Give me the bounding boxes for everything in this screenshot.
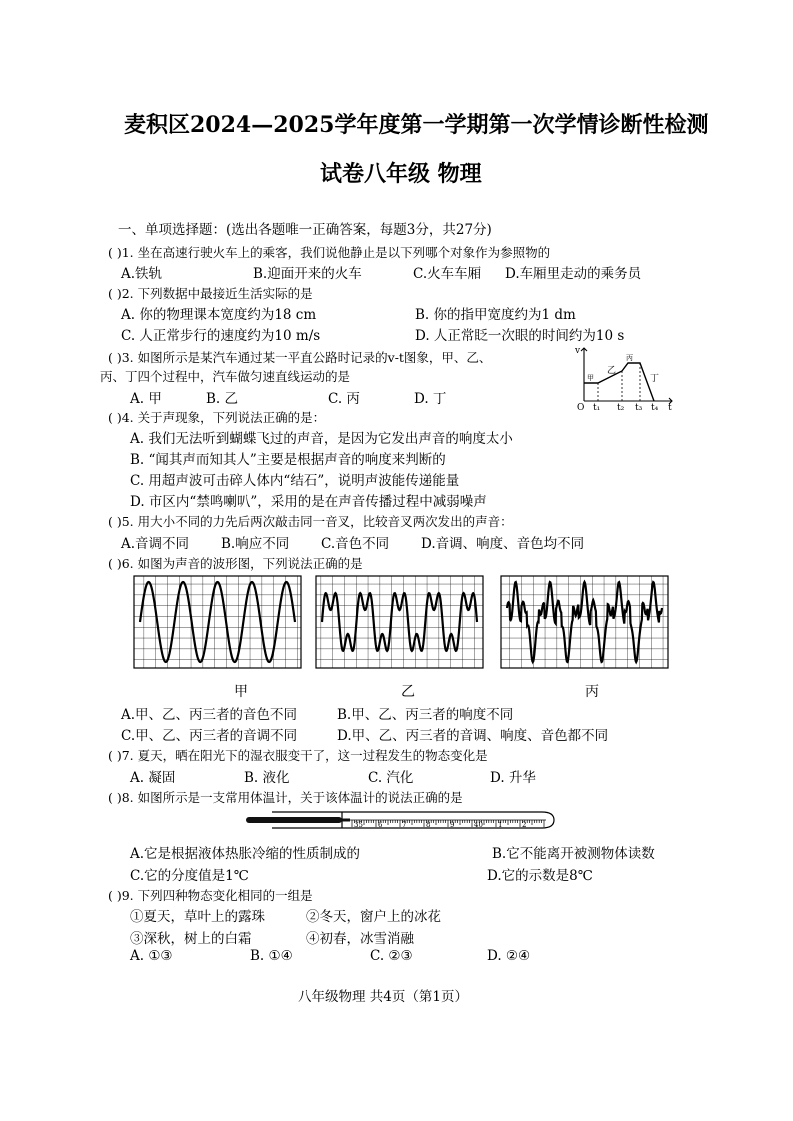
segment-ding: 丁 xyxy=(650,374,660,384)
question-1-option-d: D.车厢里走动的乘务员 xyxy=(505,266,642,282)
question-4-option-c: C. 用超声波可击碎人体内“结石”，说明声波能传递能量 xyxy=(130,473,460,489)
question-9-option-c: C. ②③ xyxy=(370,948,413,964)
question-3-option-d: D. 丁 xyxy=(414,391,447,407)
question-2-stem: ( )2. 下列数据中最接近生活实际的是 xyxy=(108,286,313,301)
question-8-option-d: D.它的示数是8℃ xyxy=(487,868,593,884)
question-9-item-1: ①夏天，草叶上的露珠 xyxy=(130,909,265,925)
question-6-option-d: D.甲、乙、丙三者的音调、响度、音色都不同 xyxy=(337,728,609,744)
question-3-stem: ( )3. 如图所示是某汽车通过某一平直公路时记录的v-t图象，甲、乙、 xyxy=(108,350,492,365)
question-6-option-a: A.甲、乙、丙三者的音色不同 xyxy=(121,707,298,723)
waveform-panel-jia xyxy=(134,576,301,668)
question-9-item-4: ④初春，冰雪消融 xyxy=(306,931,414,947)
segment-yi: 乙 xyxy=(607,366,617,376)
question-7-option-a: A. 凝固 xyxy=(130,770,176,786)
question-9-option-b: B. ①④ xyxy=(250,948,293,964)
question-2-option-d: D. 人正常眨一次眼的时间约为10 s xyxy=(415,328,625,344)
question-8-option-c: C.它的分度值是1℃ xyxy=(130,868,249,884)
question-9-item-3: ③深秋，树上的白霜 xyxy=(130,931,252,947)
vt-curve xyxy=(584,363,654,401)
page-footer: 八年级物理 共4页（第1页） xyxy=(298,989,468,1005)
scale-label: 9 xyxy=(450,821,455,829)
question-9-item-2: ②冬天，窗户上的冰花 xyxy=(306,909,441,925)
question-2-option-a: A. 你的物理课本宽度约为18 cm xyxy=(121,307,317,323)
scale-label: 8 xyxy=(426,821,431,829)
question-2-option-c: C. 人正常步行的速度约为10 m/s xyxy=(121,328,321,344)
question-8-option-a: A.它是根据液体热胀冷缩的性质制成的 xyxy=(130,846,361,862)
question-1-option-a: A.铁轨 xyxy=(121,266,163,282)
t1-label: t₁ xyxy=(593,403,601,413)
question-7-option-b: B. 液化 xyxy=(244,770,290,786)
waveform-caption-yi: 乙 xyxy=(401,684,415,700)
question-3-option-a: A. 甲 xyxy=(130,391,162,407)
scale-label: 35 xyxy=(354,821,363,829)
waveform-figure xyxy=(120,573,690,673)
question-6-option-b: B.甲、乙、丙三者的响度不同 xyxy=(337,707,514,723)
page-subtitle: 试卷八年级 物理 xyxy=(320,161,482,187)
waveform-panel-bing xyxy=(501,576,668,668)
waveform-caption-jia: 甲 xyxy=(234,684,248,700)
section-heading: 一、单项选择题：(选出各题唯一正确答案，每题3分，共27分) xyxy=(118,222,492,238)
question-8-stem: ( )8. 如图所示是一支常用体温计，关于该体温计的说法正确的是 xyxy=(108,790,463,805)
scale-label: 1 xyxy=(498,821,503,829)
question-4-option-a: A. 我们无法听到蝴蝶飞过的声音，是因为它发出声音的响度太小 xyxy=(130,431,513,447)
waveform-panel-yi xyxy=(316,576,483,668)
question-1-option-b: B.迎面开来的火车 xyxy=(253,266,362,282)
question-1-stem: ( )1. 坐在高速行驶火车上的乘客，我们说他静止是以下列哪个对象作为参照物的 xyxy=(108,245,551,260)
segment-bing: 丙 xyxy=(626,354,633,362)
thermometer-bulb xyxy=(246,817,342,823)
question-3-option-c: C. 丙 xyxy=(328,391,360,407)
question-5-option-d: D.音调、响度、音色均不同 xyxy=(421,536,585,552)
question-5-option-b: B.响应不同 xyxy=(221,536,290,552)
question-9-stem: ( )9. 下列四种物态变化相同的一组是 xyxy=(108,888,313,903)
question-7-option-d: D. 升华 xyxy=(490,770,536,786)
origin-label: O xyxy=(577,403,585,413)
t2-label: t₂ xyxy=(617,403,625,413)
question-7-option-c: C. 汽化 xyxy=(368,770,414,786)
t3-label: t₃ xyxy=(635,403,643,413)
thermometer-figure xyxy=(242,806,558,834)
t4-label: t₄ xyxy=(651,403,659,413)
waveform-caption-bing: 丙 xyxy=(585,684,599,700)
question-5-stem: ( )5. 用大小不同的力先后两次敲击同一音叉，比较音叉两次发出的声音： xyxy=(108,514,513,529)
question-1-option-c: C.火车车厢 xyxy=(413,266,482,282)
page-title: 麦积区2024—2025学年度第一学期第一次学情诊断性检测 xyxy=(124,112,709,138)
question-6-option-c: C.甲、乙、丙三者的音调不同 xyxy=(121,728,298,744)
question-4-option-d: D. 市区内“禁鸣喇叭”，采用的是在声音传播过程中减弱噪声 xyxy=(130,494,487,510)
question-4-option-b: B. “闻其声而知其人”主要是根据声音的响度来判断的 xyxy=(130,452,446,468)
v-label: v xyxy=(575,346,581,356)
segment-jia: 甲 xyxy=(587,374,594,382)
t-label: t xyxy=(668,403,672,413)
question-9-option-a: A. ①③ xyxy=(130,948,173,964)
question-4-stem: ( )4. 关于声现象，下列说法正确的是： xyxy=(108,410,326,425)
liquid-column xyxy=(342,819,350,822)
question-2-option-b: B. 你的指甲宽度约为1 dm xyxy=(415,307,576,323)
scale-label: 40 xyxy=(474,821,483,829)
scale-label: 2 xyxy=(522,821,527,829)
scale-label: 6 xyxy=(378,821,383,829)
vt-graph xyxy=(574,343,676,413)
question-5-option-c: C.音色不同 xyxy=(321,536,390,552)
question-3-stem-cont: 丙、丁四个过程中，汽车做匀速直线运动的是 xyxy=(100,369,351,384)
question-6-stem: ( )6. 如图为声音的波形图，下列说法正确的是 xyxy=(108,556,363,571)
question-8-option-b: B.它不能离开被测物体读数 xyxy=(492,846,655,862)
question-9-option-d: D. ②④ xyxy=(487,948,531,964)
question-7-stem: ( )7. 夏天，晒在阳光下的湿衣服变干了，这一过程发生的物态变化是 xyxy=(108,748,488,763)
question-5-option-a: A.音调不同 xyxy=(121,536,190,552)
scale-label: 7 xyxy=(402,821,407,829)
question-3-option-b: B. 乙 xyxy=(206,391,239,407)
